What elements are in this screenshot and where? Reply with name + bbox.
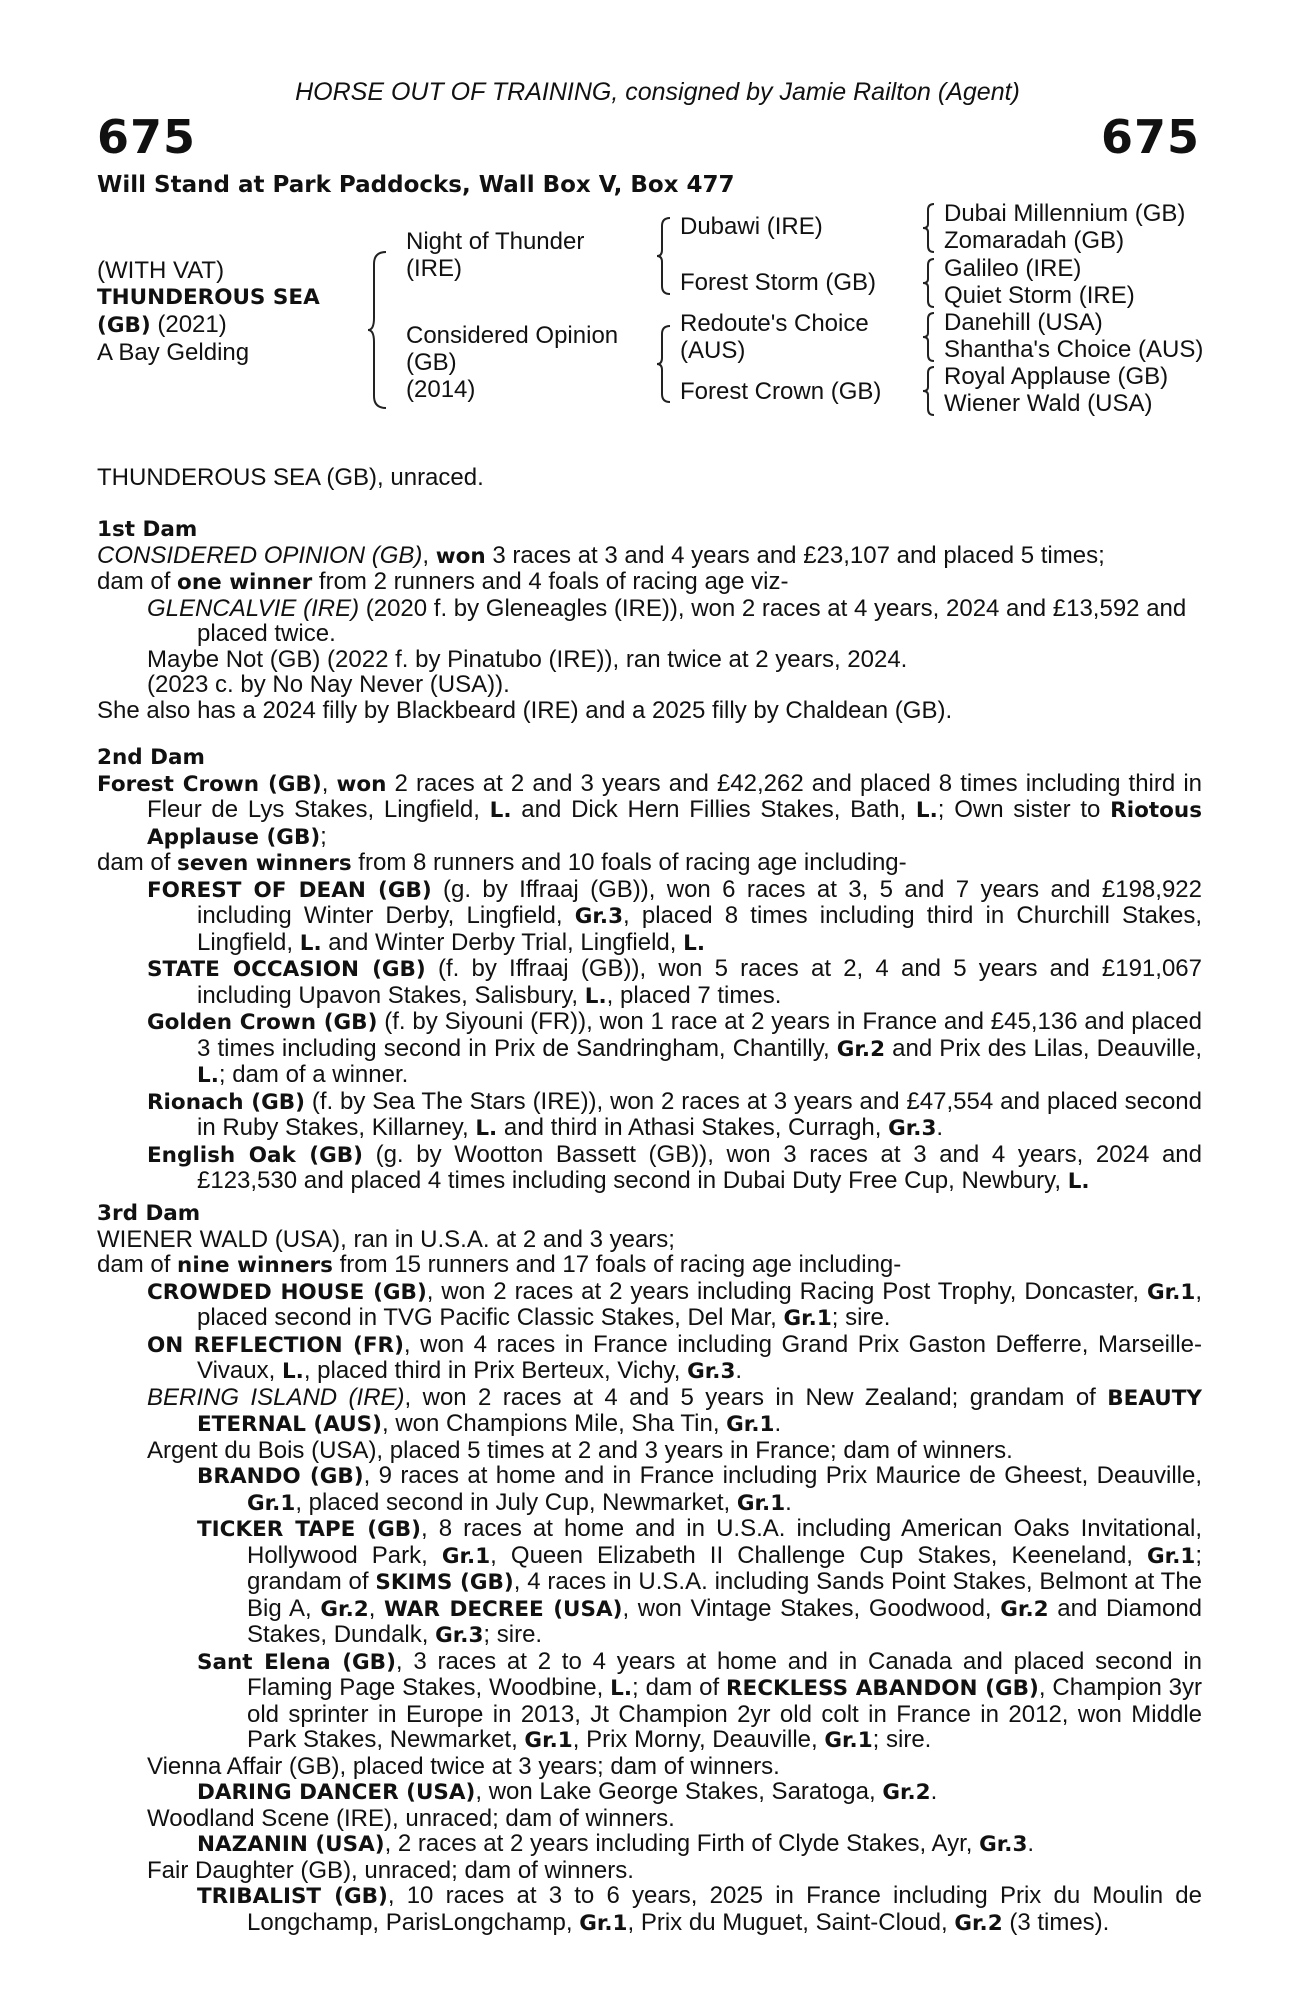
pedigree-brace-sire — [656, 216, 672, 301]
second-dam-produce-1: FOREST OF DEAN (GB) (g. by Iffraaj (GB)), won 6 races at 3, 5 and 7 years and £198,922 including Winter Derby, Lingfield, Gr.3, placed 8 times including third in Churchill Stakes, Lingfield, L. and Winter Derby Trial, Lingfield, L. — [147, 875, 1202, 956]
vat-label: (WITH VAT) — [97, 257, 225, 284]
pedigree-ggp-1: Dubai Millennium (GB) Zomaradah (GB) — [944, 200, 1186, 254]
third-dam-grandproduce-5: NAZANIN (USA), 2 races at 2 years including Firth of Clyde Stakes, Ayr, Gr.3. — [197, 1830, 1035, 1857]
third-dam-produce-3: BERING ISLAND (IRE), won 2 races at 4 and 5 years in New Zealand; grandam of BEAUTY ETERNAL (AUS), won Champions Mile, Sha Tin, Gr.1. — [147, 1383, 1202, 1437]
pedigree-brace-dd — [922, 365, 936, 422]
first-dam-line2: dam of one winner from 2 runners and 4 foals of racing age viz- — [97, 568, 789, 595]
horse-description: A Bay Gelding — [97, 339, 250, 366]
pedigree-ggp-2: Galileo (IRE) Quiet Storm (IRE) — [944, 255, 1135, 309]
third-dam-line1: WIENER WALD (USA), ran in U.S.A. at 2 and 3 years; — [97, 1225, 675, 1253]
first-dam-note: She also has a 2024 filly by Blackbeard (IRE) and a 2025 filly by Chaldean (GB). — [97, 696, 953, 724]
pedigree-sire: Night of Thunder (IRE) — [406, 228, 585, 282]
pedigree-brace-main — [366, 250, 390, 410]
lot-number-left: 675 — [97, 110, 197, 164]
pedigree-sd: Forest Storm (GB) — [680, 269, 877, 296]
third-dam-section — [97, 1201, 1202, 1936]
pedigree-brace-sd — [922, 257, 936, 314]
second-dam-line2: dam of seven winners from 8 runners and 10 foals of racing age including- — [97, 849, 907, 876]
second-dam-produce-4: Rionach (GB) (f. by Sea The Stars (IRE)), won 2 races at 3 years and £47,554 and placed second in Ruby Stakes, Killarney, L. and third in Athasi Stakes, Curragh, Gr.3. — [147, 1087, 1203, 1141]
consignment-line: HORSE OUT OF TRAINING, consigned by Jamie Railton (Agent) — [295, 78, 1020, 106]
pedigree-dd: Forest Crown (GB) — [680, 378, 882, 405]
second-dam-produce-2: STATE OCCASION (GB) (f. by Iffraaj (GB)), won 5 races at 2, 4 and 5 years and £191,067 including Upavon Stakes, Salisbury, L., placed 7 times. — [147, 955, 1202, 1009]
third-dam-line2: dam of nine winners from 15 runners and 17 foals of racing age including- — [97, 1251, 902, 1278]
horse-name: THUNDEROUS SEA — [97, 285, 320, 310]
first-dam-produce-2: Maybe Not (GB) (2022 f. by Pinatubo (IRE)), ran twice at 2 years, 2024. — [147, 645, 908, 673]
third-dam-produce-5: Vienna Affair (GB), placed twice at 3 years; dam of winners. — [147, 1752, 780, 1780]
first-dam-line1: CONSIDERED OPINION (GB), won 3 races at 3 and 4 years and £23,107 and placed 5 times; — [97, 541, 1105, 569]
lot-number-right: 675 — [1100, 110, 1200, 164]
horse-identity — [97, 257, 320, 366]
horse-origin-year: (GB) (2021) — [97, 311, 227, 338]
third-dam-produce-6: Woodland Scene (IRE), unraced; dam of winners. — [147, 1804, 675, 1832]
race-summary: THUNDEROUS SEA (GB), unraced. — [97, 464, 484, 491]
third-dam-grandproduce-3: Sant Elena (GB), 3 races at 2 to 4 years at home and in Canada and placed second in Flaming Page Stakes, Woodbine, L.; dam of RECKLESS ABANDON (GB), Champion 3yr old sprinter in Europe in 2013, Jt Champion 2yr old colt in France in 2012, won Middle Park Stakes, Newmarket, Gr.1, Prix Morny, Deauville, Gr.1; sire. — [197, 1647, 1202, 1753]
third-dam-heading: 3rd Dam — [97, 1201, 201, 1226]
pedigree-ggp-3: Danehill (USA) Shantha's Choice (AUS) — [944, 309, 1204, 363]
first-dam-heading: 1st Dam — [97, 517, 198, 542]
pedigree-ds: Redoute's Choice (AUS) — [680, 310, 869, 364]
first-dam-produce-3: (2023 c. by No Nay Never (USA)). — [147, 671, 510, 698]
second-dam-line1: Forest Crown (GB), won 2 races at 2 and 3 years and £42,262 and placed 8 times including third in Fleur de Lys Stakes, Lingfield, L. and Dick Hern Fillies Stakes, Bath, L.; Own sister to Riotous Applause (GB); — [97, 769, 1203, 850]
second-dam-heading: 2nd Dam — [97, 745, 205, 770]
pedigree-ss: Dubawi (IRE) — [680, 213, 823, 240]
second-dam-produce-3: Golden Crown (GB) (f. by Siyouni (FR)), won 1 race at 2 years in France and £45,136 and placed 3 times including second in Prix de Sandringham, Chantilly, Gr.2 and Prix des Lilas, Deauville, L.; dam of a winner. — [147, 1008, 1203, 1088]
second-dam-section — [97, 745, 1202, 1195]
third-dam-grandproduce-6: TRIBALIST (GB), 10 races at 3 to 6 years, 2025 in France including Prix du Moulin de Longchamp, ParisLongchamp, Gr.1, Prix du Muguet, Saint-Cloud, Gr.2 (3 times). — [197, 1882, 1202, 1936]
third-dam-grandproduce-2: TICKER TAPE (GB), 8 races at home and in U.S.A. including American Oaks Invitational, Hollywood Park, Gr.1, Queen Elizabeth II Challenge Cup Stakes, Keeneland, Gr.1; grandam of SKIMS (GB), 4 races in U.S.A. including Sands Point Stakes, Belmont at The Big A, Gr.2, WAR DECREE (USA), won Vintage Stakes, Goodwood, Gr.2 and Diamond Stakes, Dundalk, Gr.3; sire. — [197, 1515, 1203, 1648]
third-dam-produce-7: Fair Daughter (GB), unraced; dam of winners. — [147, 1856, 634, 1884]
pedigree-brace-dam — [656, 324, 672, 409]
third-dam-grandproduce-4: DARING DANCER (USA), won Lake George Stakes, Saratoga, Gr.2. — [197, 1778, 938, 1805]
pedigree-brace-ds — [922, 311, 936, 368]
third-dam-grandproduce-1: BRANDO (GB), 9 races at home and in France including Prix Maurice de Gheest, Deauville, Gr.1, placed second in July Cup, Newmarket, Gr.1. — [197, 1462, 1202, 1516]
pedigree-dam: Considered Opinion (GB) (2014) — [406, 322, 619, 403]
third-dam-produce-4: Argent du Bois (USA), placed 5 times at 2 and 3 years in France; dam of winners. — [147, 1436, 1013, 1464]
first-dam-produce-1: GLENCALVIE (IRE) (2020 f. by Gleneagles (IRE)), won 2 races at 4 years, 2024 and £13,592 and placed twice. — [147, 594, 1187, 647]
second-dam-produce-5: English Oak (GB) (g. by Wootton Bassett (GB)), won 3 races at 3 and 4 years, 2024 and £123,530 and placed 4 times including second in Dubai Duty Free Cup, Newbury, L. — [147, 1140, 1202, 1194]
stand-location: Will Stand at Park Paddocks, Wall Box V, Box 477 — [97, 172, 735, 198]
third-dam-produce-2: ON REFLECTION (FR), won 4 races in France including Grand Prix Gaston Defferre, Marseille-Vivaux, L., placed third in Prix Berteux, Vichy, Gr.3. — [147, 1330, 1202, 1384]
pedigree-ggp-4: Royal Applause (GB) Wiener Wald (USA) — [944, 363, 1169, 417]
pedigree-brace-ss — [922, 202, 936, 259]
first-dam-section — [97, 517, 1202, 723]
third-dam-produce-1: CROWDED HOUSE (GB), won 2 races at 2 years including Racing Post Trophy, Doncaster, Gr.1, placed second in TVG Pacific Classic Stakes, Del Mar, Gr.1; sire. — [147, 1277, 1202, 1331]
